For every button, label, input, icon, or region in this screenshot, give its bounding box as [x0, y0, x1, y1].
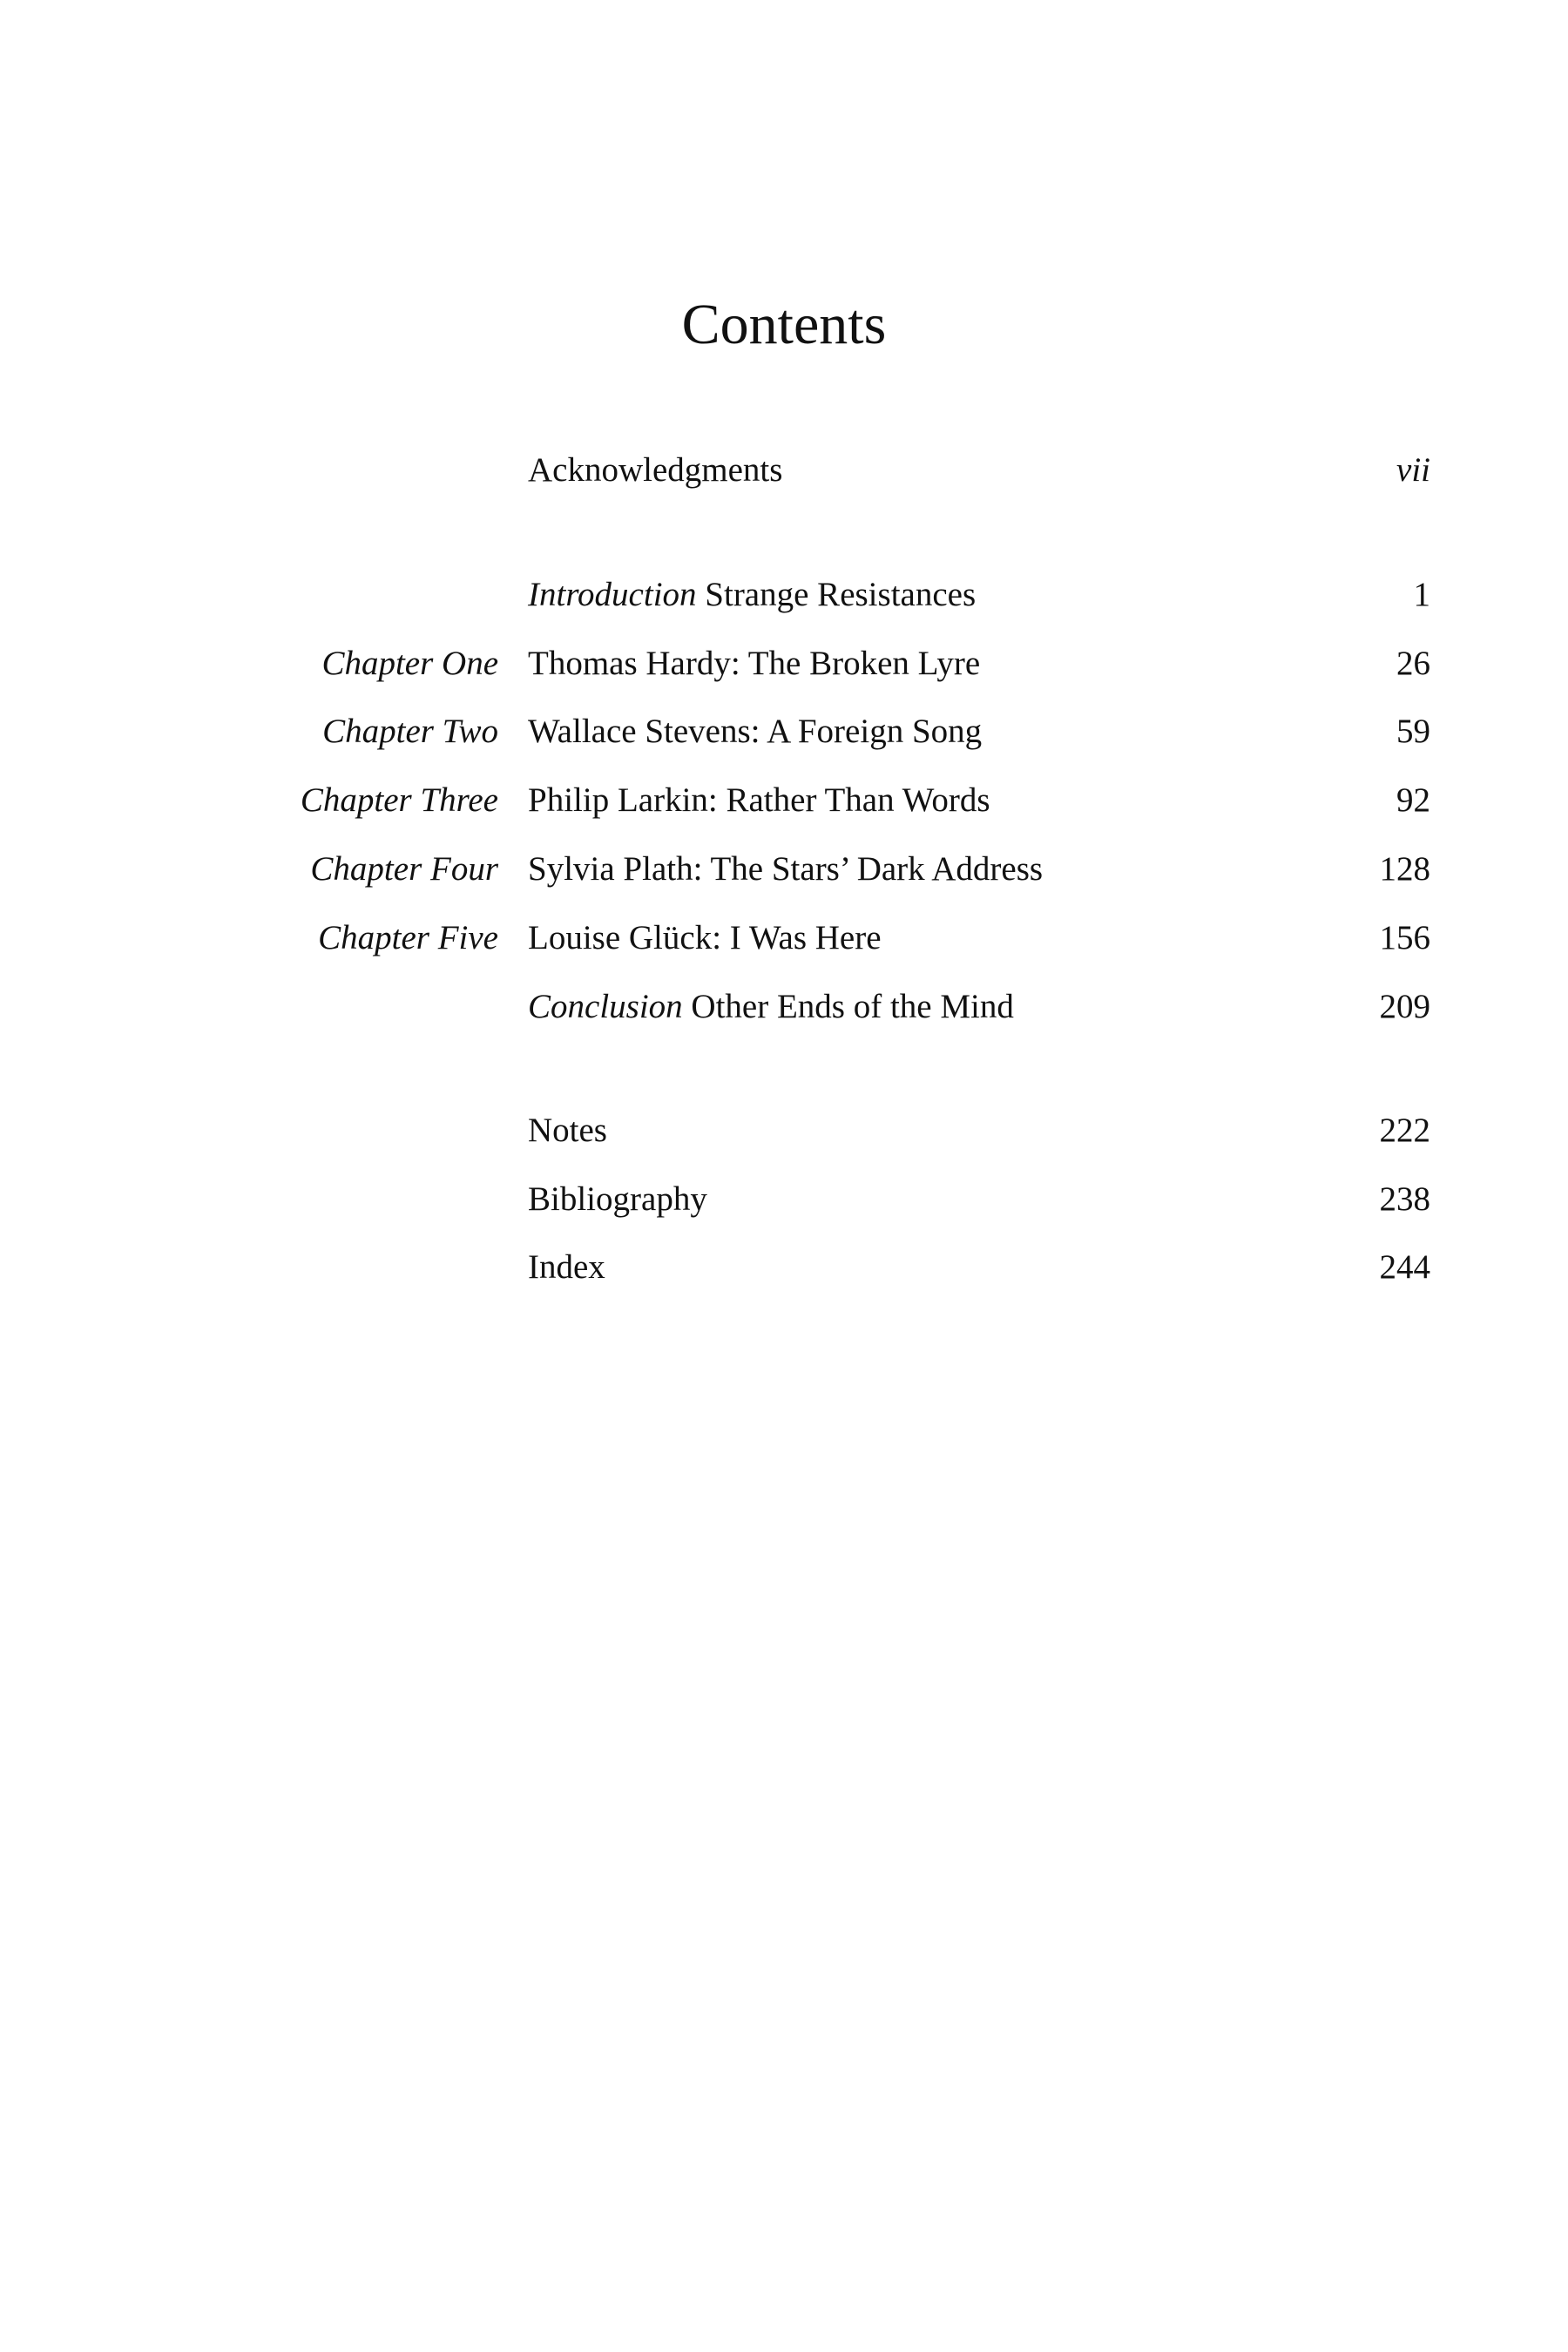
toc-entry-chapter-five [0, 912, 1568, 964]
toc-entry-page: 92 [1396, 781, 1430, 819]
toc-entry-title: Index [528, 1248, 605, 1286]
toc-entry-title-text: Other Ends of the Mind [691, 988, 1014, 1025]
toc-entry-page: 238 [1379, 1180, 1430, 1218]
toc-entry-title: Acknowledgments [528, 451, 783, 489]
toc-entry-page: 1 [1413, 576, 1430, 613]
toc-entry-title [528, 569, 976, 621]
toc-entry-chapter-four [0, 843, 1568, 896]
toc-entry-title: Sylvia Plath: The Stars’ Dark Address [528, 850, 1044, 888]
toc-entry-chapter-label: Chapter Two [322, 713, 498, 750]
toc-entry-chapter-label: Chapter Four [310, 850, 498, 888]
toc-entry-acknowledgments [0, 444, 1568, 497]
toc-entry-chapter-label: Chapter One [321, 645, 498, 682]
toc-entry-page: 26 [1396, 645, 1430, 682]
toc-entry-notes [0, 1105, 1568, 1157]
toc-entry-chapter-three [0, 774, 1568, 827]
toc-entry-chapter-label: Chapter Five [318, 919, 498, 956]
toc-entry-page: 59 [1396, 713, 1430, 750]
toc-entry-conclusion [0, 981, 1568, 1033]
toc-entry-chapter-two [0, 706, 1568, 758]
toc-entry-title: Wallace Stevens: A Foreign Song [528, 713, 983, 750]
toc-entry-title: Louise Glück: I Was Here [528, 919, 882, 956]
toc-entry-title: Philip Larkin: Rather Than Words [528, 781, 990, 819]
toc-entry-page: 222 [1379, 1112, 1430, 1149]
toc-entry-prefix: Introduction [528, 576, 697, 613]
toc-entry-index [0, 1241, 1568, 1294]
toc-entry-title [528, 981, 1014, 1033]
toc-entry-chapter-one [0, 638, 1568, 690]
toc-entry-title: Notes [528, 1112, 607, 1149]
toc-entry-title-text: Strange Resistances [705, 576, 977, 613]
toc-entry-bibliography [0, 1173, 1568, 1226]
toc-entry-page: 128 [1379, 850, 1430, 888]
toc-entry-title: Thomas Hardy: The Broken Lyre [528, 645, 981, 682]
toc-entry-title: Bibliography [528, 1180, 707, 1218]
page-title: Contents [681, 293, 887, 356]
toc-entry-page: 244 [1379, 1248, 1430, 1286]
toc-entry-page: 156 [1379, 919, 1430, 956]
toc-entry-chapter-label: Chapter Three [300, 781, 498, 819]
toc-entry-prefix: Conclusion [528, 988, 683, 1025]
toc-entry-page: vii [1396, 451, 1430, 489]
toc-entry-page: 209 [1379, 988, 1430, 1025]
toc-entry-introduction [0, 569, 1568, 621]
